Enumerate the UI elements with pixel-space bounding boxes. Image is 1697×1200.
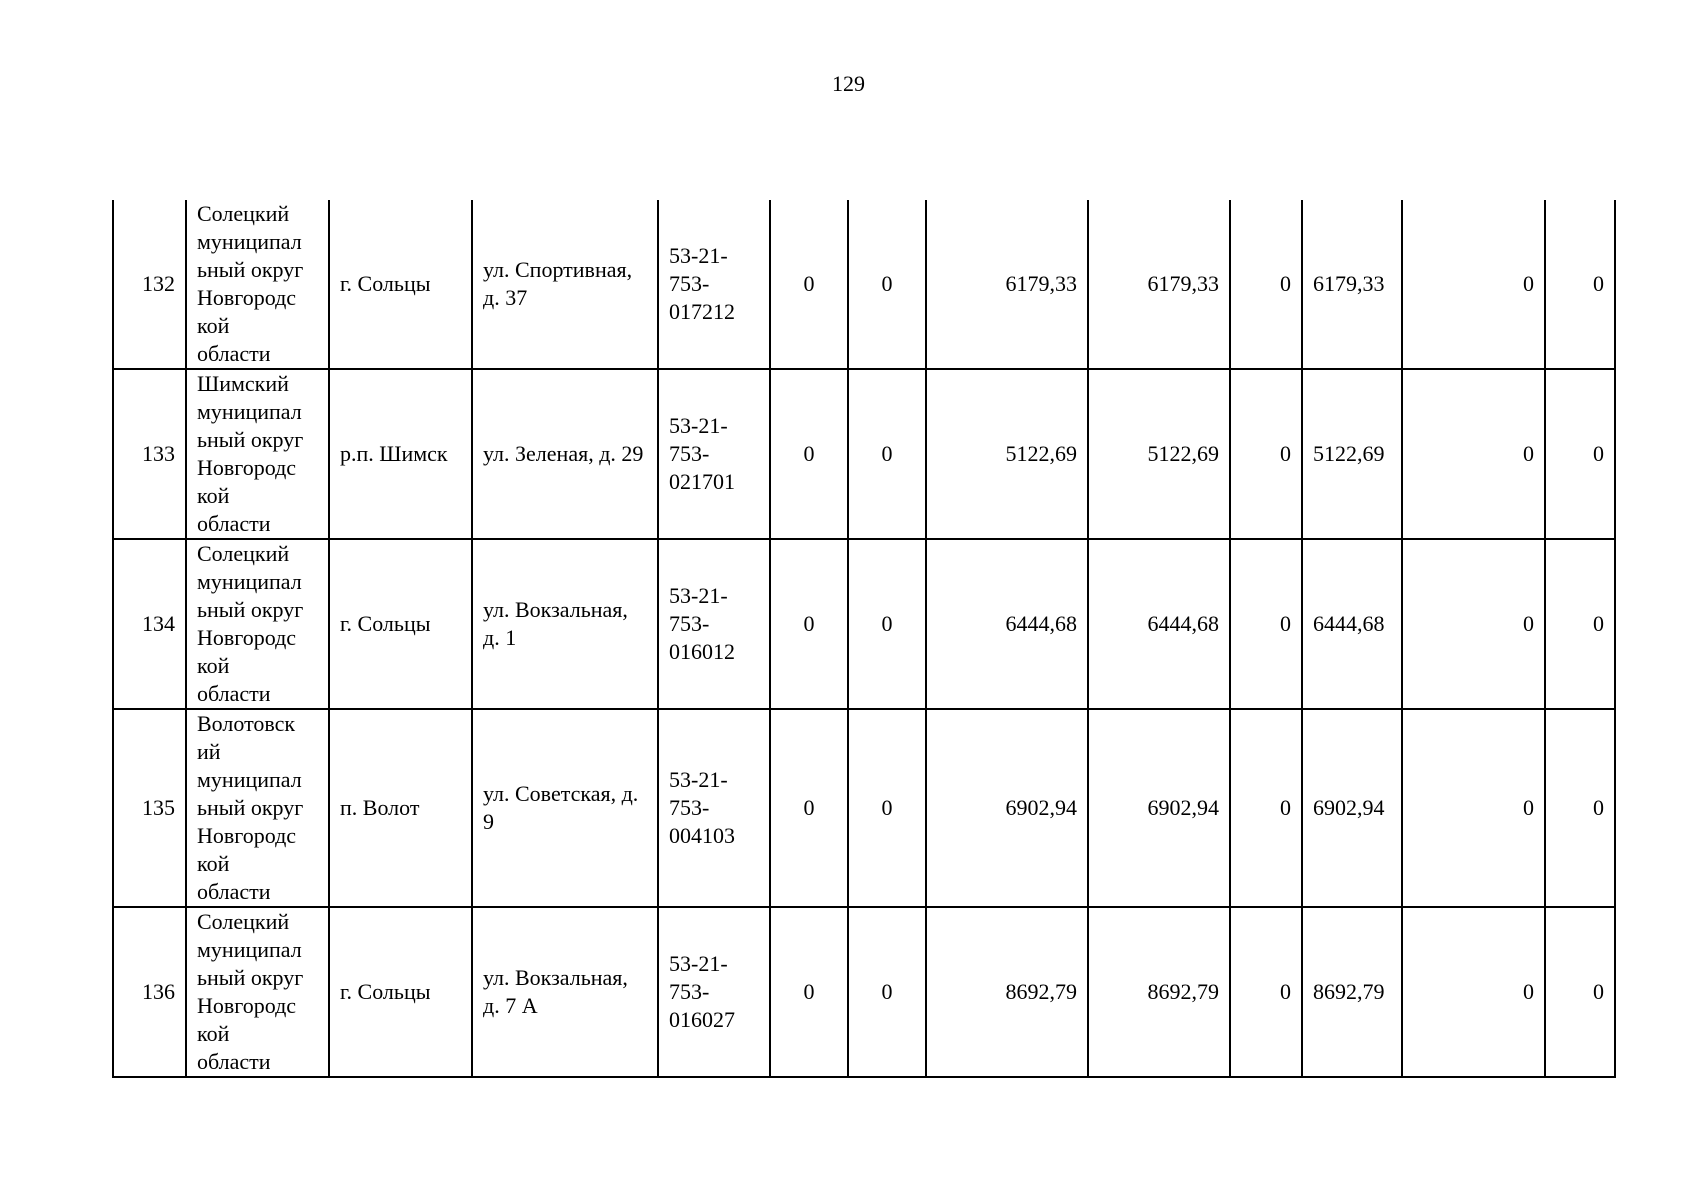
- code-line: 53-21-: [669, 583, 728, 608]
- value-cell-1: 0: [770, 907, 848, 1077]
- row-index: 133: [113, 369, 186, 539]
- municipality-line: Шимский: [197, 371, 289, 396]
- table-row: [113, 369, 1615, 539]
- municipality-line: области: [197, 1049, 271, 1074]
- code-line: 004103: [669, 823, 735, 848]
- value-cell-2: 0: [848, 369, 926, 539]
- code-line: 016027: [669, 1007, 735, 1032]
- municipality-line: Солецкий: [197, 541, 290, 566]
- address-cell: ул. Вокзальная, д. 1: [472, 539, 658, 709]
- row-index: 134: [113, 539, 186, 709]
- value-cell-8: 0: [1545, 539, 1615, 709]
- settlement-cell: г. Сольцы: [329, 907, 472, 1077]
- municipality-line: области: [197, 341, 271, 366]
- municipality-line: области: [197, 879, 271, 904]
- value-cell-7: 0: [1402, 709, 1545, 907]
- municipality-line: Новгородс: [197, 455, 297, 480]
- code-line: 017212: [669, 299, 735, 324]
- municipality-cell: [186, 200, 329, 369]
- value-cell-5: 0: [1230, 369, 1302, 539]
- value-cell-7: 0: [1402, 539, 1545, 709]
- code-line: 753-: [669, 979, 710, 1004]
- code-cell: [658, 907, 770, 1077]
- municipality-line: ий: [197, 739, 221, 764]
- value-cell-1: 0: [770, 200, 848, 369]
- code-line: 021701: [669, 469, 735, 494]
- municipality-line: муниципал: [197, 229, 302, 254]
- value-cell-6: 6902,94: [1302, 709, 1402, 907]
- table-row: [113, 200, 1615, 369]
- address-cell: ул. Зеленая, д. 29: [472, 369, 658, 539]
- value-cell-8: 0: [1545, 200, 1615, 369]
- settlement-cell: г. Сольцы: [329, 539, 472, 709]
- municipality-line: ьный округ: [197, 597, 304, 622]
- municipality-line: муниципал: [197, 767, 302, 792]
- municipality-line: области: [197, 511, 271, 536]
- code-cell: [658, 709, 770, 907]
- row-index: 135: [113, 709, 186, 907]
- value-cell-6: 5122,69: [1302, 369, 1402, 539]
- value-cell-2: 0: [848, 709, 926, 907]
- value-cell-4: 8692,79: [1088, 907, 1230, 1077]
- municipality-line: ьный округ: [197, 965, 304, 990]
- value-cell-1: 0: [770, 369, 848, 539]
- settlement-cell: п. Волот: [329, 709, 472, 907]
- code-cell: [658, 200, 770, 369]
- value-cell-3: 8692,79: [926, 907, 1088, 1077]
- code-line: 53-21-: [669, 413, 728, 438]
- code-line: 753-: [669, 441, 710, 466]
- municipality-line: кой: [197, 653, 230, 678]
- value-cell-3: 6444,68: [926, 539, 1088, 709]
- value-cell-7: 0: [1402, 200, 1545, 369]
- municipality-line: кой: [197, 313, 230, 338]
- municipality-cell: [186, 907, 329, 1077]
- value-cell-3: 6902,94: [926, 709, 1088, 907]
- municipality-line: муниципал: [197, 937, 302, 962]
- page-number: 129: [832, 71, 865, 96]
- value-cell-7: 0: [1402, 907, 1545, 1077]
- code-line: 753-: [669, 611, 710, 636]
- data-table: [112, 200, 1616, 1078]
- value-cell-7: 0: [1402, 369, 1545, 539]
- municipality-line: муниципал: [197, 399, 302, 424]
- municipality-cell: [186, 369, 329, 539]
- municipality-line: Новгородс: [197, 285, 297, 310]
- value-cell-4: 6902,94: [1088, 709, 1230, 907]
- settlement-cell: р.п. Шимск: [329, 369, 472, 539]
- value-cell-4: 6444,68: [1088, 539, 1230, 709]
- municipality-line: ьный округ: [197, 795, 304, 820]
- value-cell-1: 0: [770, 539, 848, 709]
- code-line: 53-21-: [669, 243, 728, 268]
- value-cell-5: 0: [1230, 907, 1302, 1077]
- municipality-line: Волотовск: [197, 711, 296, 736]
- value-cell-1: 0: [770, 709, 848, 907]
- value-cell-6: 6179,33: [1302, 200, 1402, 369]
- value-cell-8: 0: [1545, 369, 1615, 539]
- row-index: 132: [113, 200, 186, 369]
- code-cell: [658, 539, 770, 709]
- municipality-line: ьный округ: [197, 427, 304, 452]
- value-cell-3: 6179,33: [926, 200, 1088, 369]
- address-cell: ул. Советская, д. 9: [472, 709, 658, 907]
- code-line: 016012: [669, 639, 735, 664]
- value-cell-3: 5122,69: [926, 369, 1088, 539]
- value-cell-4: 6179,33: [1088, 200, 1230, 369]
- value-cell-6: 6444,68: [1302, 539, 1402, 709]
- code-line: 53-21-: [669, 767, 728, 792]
- value-cell-5: 0: [1230, 709, 1302, 907]
- table-row: [113, 907, 1615, 1077]
- value-cell-6: 8692,79: [1302, 907, 1402, 1077]
- municipality-line: кой: [197, 1021, 230, 1046]
- settlement-cell: г. Сольцы: [329, 200, 472, 369]
- value-cell-4: 5122,69: [1088, 369, 1230, 539]
- municipality-line: Новгородс: [197, 993, 297, 1018]
- municipality-line: Солецкий: [197, 909, 290, 934]
- municipality-line: кой: [197, 851, 230, 876]
- table-row: [113, 539, 1615, 709]
- municipality-line: Солецкий: [197, 201, 290, 226]
- municipality-line: Новгородс: [197, 823, 297, 848]
- municipality-line: муниципал: [197, 569, 302, 594]
- value-cell-8: 0: [1545, 907, 1615, 1077]
- value-cell-5: 0: [1230, 200, 1302, 369]
- code-line: 753-: [669, 795, 710, 820]
- table-row: [113, 709, 1615, 907]
- address-cell: ул. Вокзальная, д. 7 А: [472, 907, 658, 1077]
- value-cell-8: 0: [1545, 709, 1615, 907]
- value-cell-2: 0: [848, 539, 926, 709]
- value-cell-5: 0: [1230, 539, 1302, 709]
- municipality-cell: [186, 709, 329, 907]
- municipality-cell: [186, 539, 329, 709]
- code-line: 53-21-: [669, 951, 728, 976]
- data-table-container: [112, 200, 1616, 1078]
- municipality-line: области: [197, 681, 271, 706]
- code-cell: [658, 369, 770, 539]
- table-body: [113, 200, 1615, 1077]
- municipality-line: ьный округ: [197, 257, 304, 282]
- code-line: 753-: [669, 271, 710, 296]
- value-cell-2: 0: [848, 200, 926, 369]
- municipality-line: Новгородс: [197, 625, 297, 650]
- value-cell-2: 0: [848, 907, 926, 1077]
- municipality-line: кой: [197, 483, 230, 508]
- address-cell: ул. Спортивная, д. 37: [472, 200, 658, 369]
- row-index: 136: [113, 907, 186, 1077]
